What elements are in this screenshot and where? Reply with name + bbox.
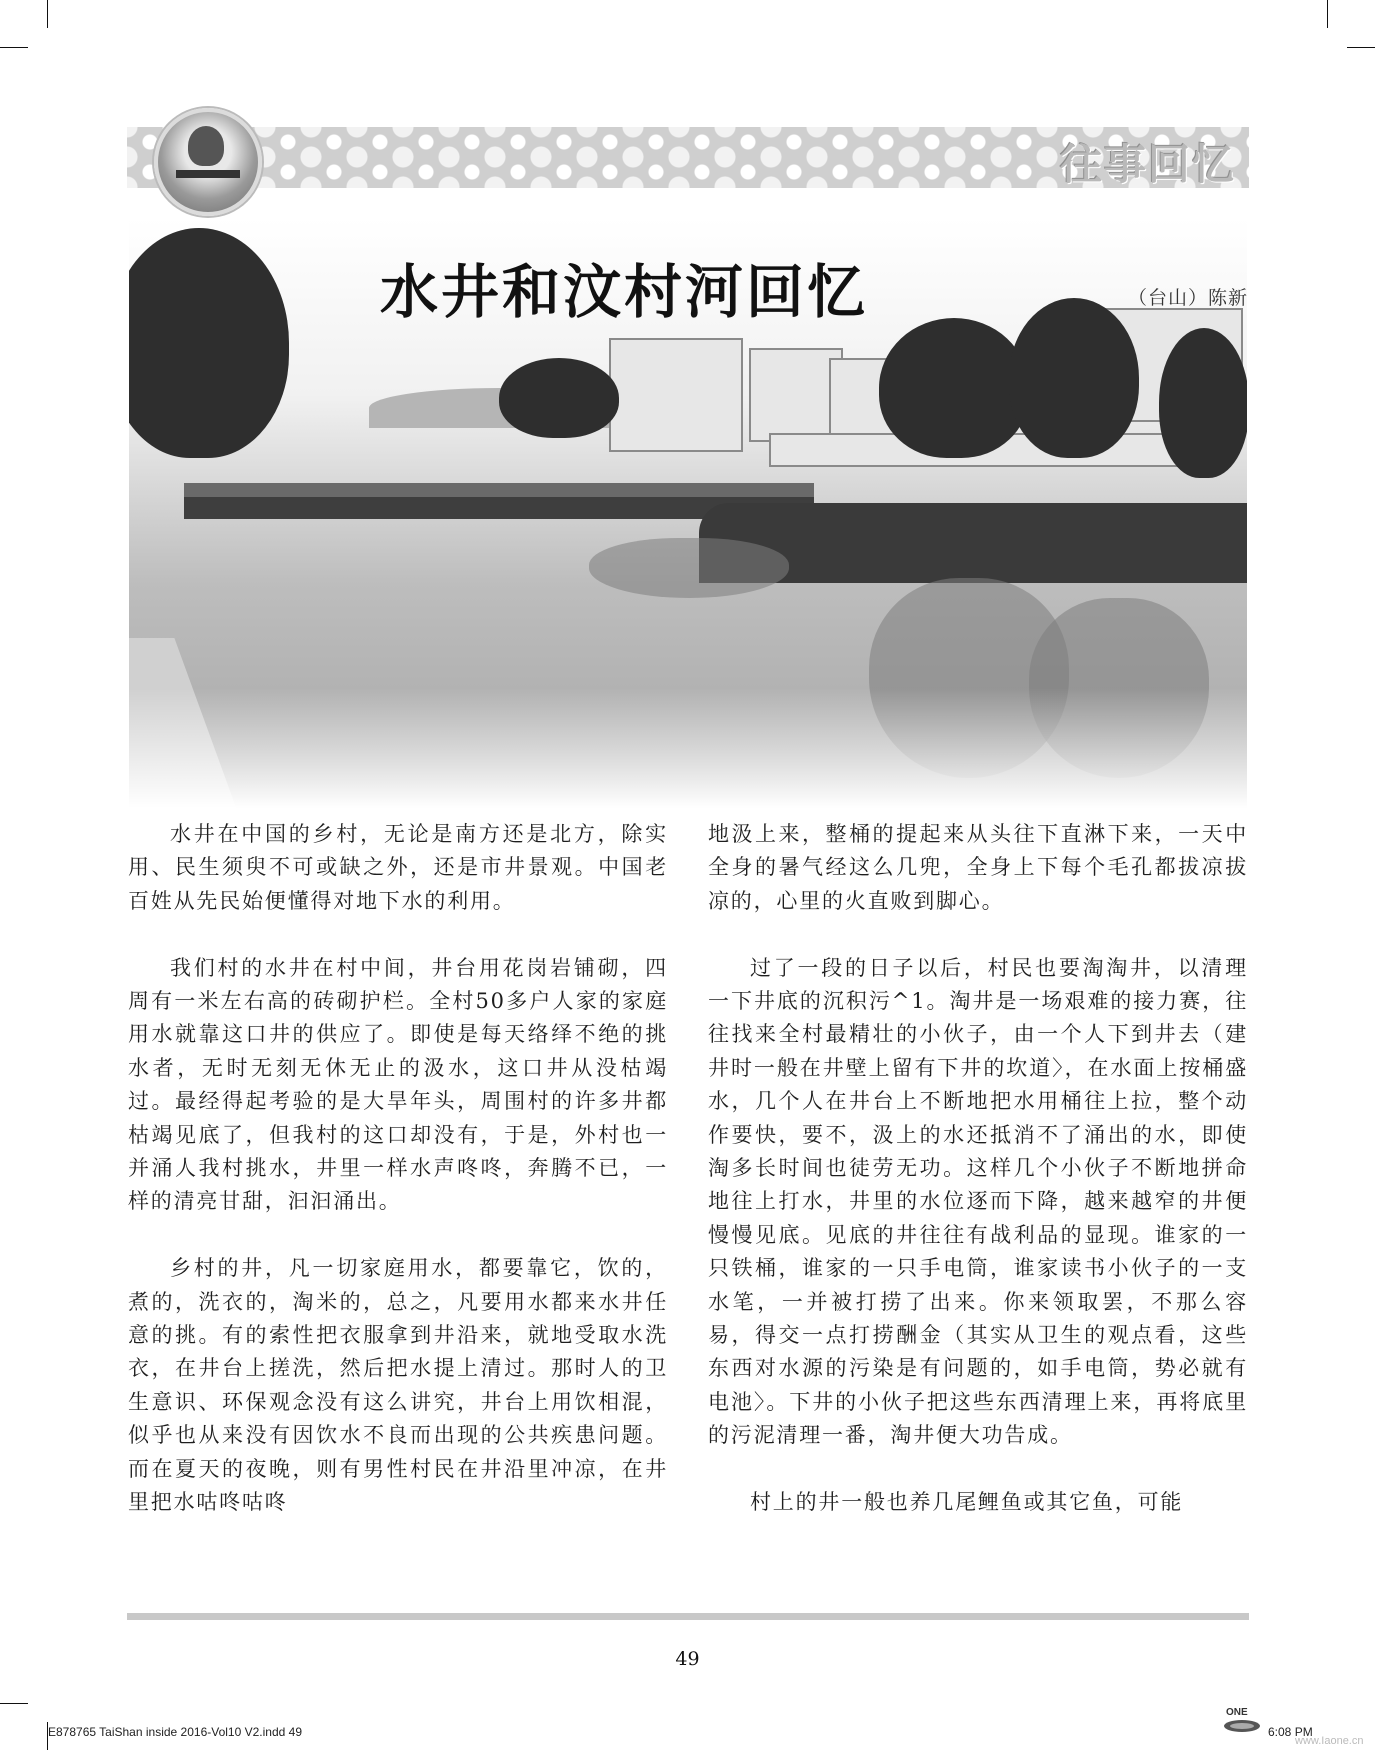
photo-tree — [1159, 328, 1247, 478]
crop-mark — [0, 1703, 28, 1704]
paragraph-continued: 地汲上来，整桶的提起来从头往下直淋下来，一天中全身的暑气经这么几兜，全身上下每个毛孔都拔凉拔凉的，心里的火直败到脚心。 — [708, 822, 1248, 913]
paragraph: 水井在中国的乡村，无论是南方还是北方，除实用、民生须臾不可或缺之外，还是市井景观。中国老百姓从先民始便懂得对地下水的利用。 — [128, 822, 668, 913]
paragraph: 村上的井一般也养几尾鲤鱼或其它鱼，可能 — [750, 1490, 1184, 1515]
article-byline: （台山）陈新 — [1127, 287, 1248, 309]
crop-mark — [1347, 47, 1375, 48]
paragraph: 我们村的水井在村中间，井台用花岗岩铺砌，四周有一米左右高的砖砌护栏。全村50多户人家的家庭用水就靠这口井的供应了。即使是每天络绎不绝的挑水者，无时无刻无休无止的汲水，这口井从没枯竭过。最经得起考验的是大旱年头，周围村的许多井都枯竭见底了，但我村的这口却没有，于是，外村也一并涌人我村挑水，井里一样水声咚咚，奔腾不已，一样的清亮甘甜，汩汩涌出。 — [128, 955, 668, 1214]
medallion-tree — [188, 126, 224, 166]
photo-reflection — [589, 538, 789, 598]
page-number: 49 — [675, 1648, 700, 1670]
medallion-bridge — [176, 170, 240, 178]
article-title: 水井和汶村河回忆 — [380, 258, 869, 326]
photo-bridge-rail — [184, 483, 814, 497]
section-label: 往事回忆 — [1059, 140, 1236, 189]
photo-tree — [129, 228, 289, 458]
photo-tree — [499, 358, 619, 438]
crop-mark — [47, 0, 48, 28]
left-column — [128, 818, 668, 1520]
photo-tree — [1009, 298, 1139, 458]
print-time: 6:08 PM — [1268, 1725, 1313, 1739]
paragraph: 乡村的井，凡一切家庭用水，都要靠它，饮的，煮的，洗衣的，淘米的，总之，凡要用水都来水井任意的挑。有的索性把衣服拿到井沿来，就地受取水洗衣，在井台上搓洗，然后把水提上清过。那时人的卫生意识、环保观念没有这么讲究，井台上用饮相混，似乎也从来没有因饮水不良而出现的公共疾患问题。而在夏天的夜晚，则有男性村民在井沿里冲凉，在井里把水咕咚咕咚 — [128, 1256, 668, 1515]
logo-text: ONE — [1226, 1707, 1248, 1718]
watermark-url: www.Iaone.cn — [1295, 1735, 1364, 1747]
photo-tree — [879, 318, 1029, 458]
photo-fade — [129, 688, 1247, 808]
header-medallion — [154, 108, 262, 216]
footer-rule — [127, 1613, 1249, 1620]
right-column — [708, 818, 1248, 1520]
crop-mark — [0, 47, 28, 48]
paragraph: 过了一段的日子以后，村民也要淘淘井，以清理一下井底的沉积污^1。淘井是一场艰难的接力赛，往往找来全村最精壮的小伙子，由一个人下到井去（建井时一般在井壁上留有下井的坎道〉，在水面上按桶盛水，几个人在井台上不断地把水用桶往上拉，整个动作要快，要不，汲上的水还抵消不了涌出的水，即使淘多长时间也徒劳无功。这样几个小伙子不断地拼命地往上打水，井里的水位逐而下降，越来越窄的井便慢慢见底。见底的井往往有战利品的显现。谁家的一只铁桶，谁家的一只手电筒，谁家读书小伙子的一支水笔，一并被打捞了出来。你来领取罢，不那么容易，得交一点打捞酬金（其实从卫生的观点看，这些东西对水源的污染是有问题的，如手电筒，势必就有电池〉。下井的小伙子把这些东西清理上来，再将底里的污泥清理一番，淘井便大功告成。 — [708, 955, 1248, 1448]
crop-mark — [1327, 0, 1328, 28]
photo-building — [609, 338, 743, 452]
print-slug: E878765 TaiShan inside 2016-Vol10 V2.indd 49 — [48, 1725, 302, 1739]
